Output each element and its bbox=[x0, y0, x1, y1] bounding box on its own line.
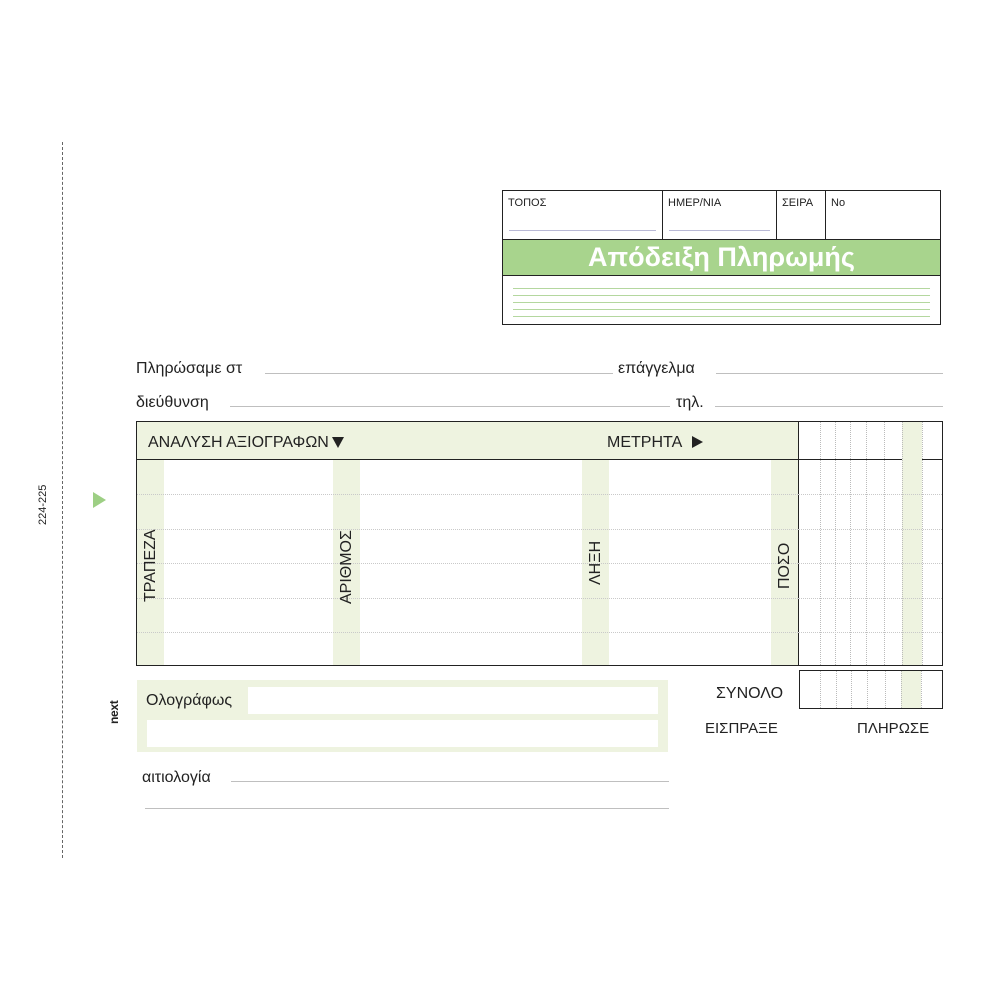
analysis-label: ΑΝΑΛΥΣΗ ΑΞΙΟΓΡΑΦΩΝ bbox=[148, 434, 329, 451]
receipt-title: Απόδειξη Πληρωμής bbox=[503, 239, 940, 276]
product-code: 224-225 bbox=[37, 484, 49, 525]
number-column-label: ΑΡΙΘΜΟΣ bbox=[338, 530, 355, 604]
amount-column-label: ΠΟΣΟ bbox=[776, 542, 793, 589]
received-label: ΕΙΣΠΡΑΞΕ bbox=[705, 720, 778, 737]
digit-column bbox=[867, 671, 868, 708]
down-triangle-icon bbox=[332, 437, 344, 448]
digit-column bbox=[902, 422, 903, 665]
digit-column bbox=[850, 422, 851, 665]
number-cell[interactable] bbox=[826, 191, 940, 239]
cents-band bbox=[902, 422, 922, 665]
digit-column bbox=[836, 671, 837, 708]
digit-column bbox=[901, 671, 902, 708]
header-notes-lines[interactable] bbox=[513, 288, 930, 323]
profession-field[interactable] bbox=[716, 373, 943, 374]
digit-column bbox=[885, 671, 886, 708]
table-row[interactable] bbox=[137, 529, 798, 530]
amount-row[interactable] bbox=[798, 632, 942, 633]
in-words-field-2[interactable] bbox=[147, 720, 658, 747]
digit-column bbox=[820, 671, 821, 708]
date-label: ΗΜΕΡ/ΝΙΑ bbox=[668, 197, 722, 209]
number-label: No bbox=[831, 197, 846, 209]
place-cell[interactable] bbox=[503, 191, 663, 239]
in-words-label: Ολογράφως bbox=[146, 692, 233, 709]
digit-column bbox=[866, 422, 867, 665]
total-label: ΣΥΝΟΛΟ bbox=[716, 685, 784, 702]
digit-column bbox=[835, 422, 836, 665]
address-field[interactable] bbox=[230, 406, 670, 407]
table-header bbox=[137, 422, 798, 460]
due-column-label: ΛΗΞΗ bbox=[587, 540, 604, 585]
cash-heading bbox=[607, 434, 703, 452]
digit-column bbox=[922, 422, 923, 665]
series-label: ΣΕΙΡΑ bbox=[782, 197, 814, 209]
amount-row[interactable] bbox=[798, 494, 942, 495]
analysis-heading bbox=[148, 434, 344, 452]
digit-column bbox=[884, 422, 885, 665]
date-cell[interactable] bbox=[663, 191, 777, 239]
table-row[interactable] bbox=[137, 563, 798, 564]
paid-to-label: Πληρώσαμε στ bbox=[136, 360, 243, 377]
cheques-table bbox=[136, 421, 943, 666]
paid-to-field[interactable] bbox=[265, 373, 613, 374]
digit-column bbox=[851, 671, 852, 708]
brand-logo: next bbox=[107, 700, 121, 724]
phone-field[interactable] bbox=[715, 406, 943, 407]
amount-row[interactable] bbox=[798, 529, 942, 530]
receipt-header-box bbox=[502, 190, 941, 325]
in-words-box bbox=[137, 680, 668, 752]
right-triangle-icon bbox=[692, 436, 703, 448]
reason-label: αιτιολογία bbox=[142, 769, 211, 786]
series-cell[interactable] bbox=[777, 191, 826, 239]
amount-row[interactable] bbox=[798, 598, 942, 599]
bank-column-label: ΤΡΑΠΕΖΑ bbox=[142, 529, 159, 602]
phone-label: τηλ. bbox=[676, 394, 704, 411]
digit-column bbox=[921, 671, 922, 708]
cash-label: ΜΕΤΡΗΤΑ bbox=[607, 434, 683, 451]
address-label: διεύθυνση bbox=[136, 394, 209, 411]
reason-field-2[interactable] bbox=[145, 808, 669, 809]
perforation-line bbox=[62, 142, 63, 858]
paid-label: ΠΛΗΡΩΣΕ bbox=[857, 720, 930, 737]
place-label: ΤΟΠΟΣ bbox=[508, 197, 547, 209]
profession-label: επάγγελμα bbox=[618, 360, 695, 377]
total-amount-box[interactable] bbox=[799, 670, 943, 709]
table-row[interactable] bbox=[137, 632, 798, 633]
amount-row[interactable] bbox=[798, 563, 942, 564]
digit-column bbox=[820, 422, 821, 665]
reason-field-1[interactable] bbox=[231, 781, 669, 782]
total-cents-band bbox=[901, 671, 921, 708]
in-words-field-1[interactable] bbox=[248, 687, 658, 714]
table-row[interactable] bbox=[137, 494, 798, 495]
marker-triangle-icon bbox=[93, 492, 106, 508]
table-row[interactable] bbox=[137, 598, 798, 599]
